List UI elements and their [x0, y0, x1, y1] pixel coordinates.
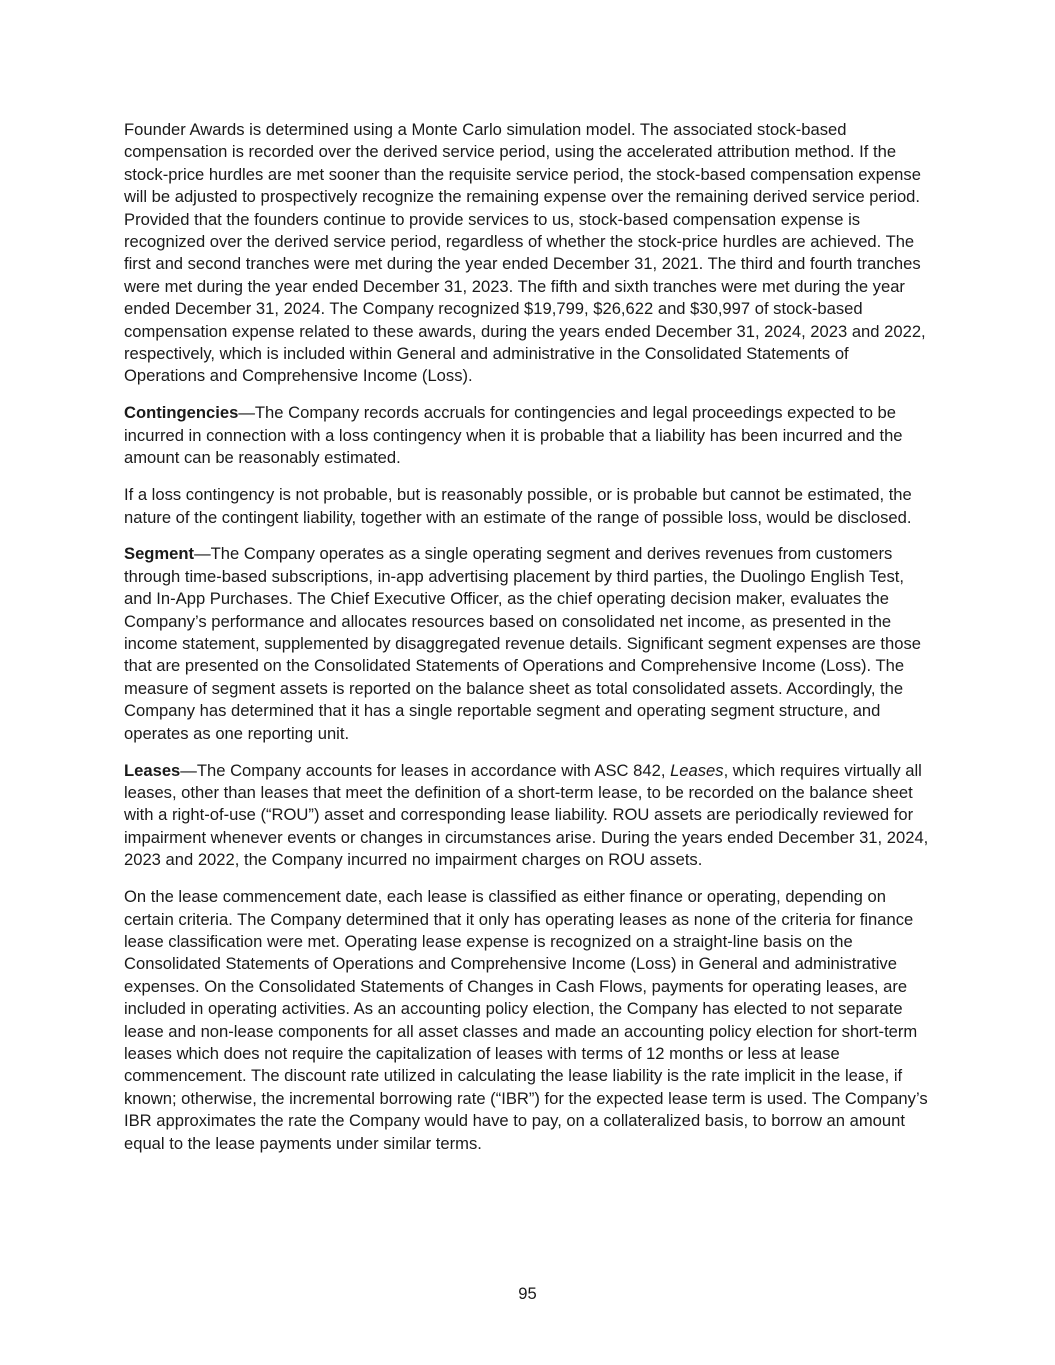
segment-heading: Segment: [124, 544, 195, 564]
founder-awards-text: Founder Awards is determined using a Monte Carlo simulation model. The associated stock-based compensation is recorded over the derived service period, using the accelerated attribution method. If the stock-price hurdles are met sooner than the requisite service period, the stock-based compensation expense will be adjusted to prospectively recognize the remaining expense over the remaining derived service period. Provided that the founders continue to provide services to us, stock-based compensation expense is recognized over the derived service period, regardless of whether the stock-price hurdles are achieved. The first and second tranches were met during the year ended December 31, 2021. The third and fourth tranches were met during the year ended December 31, 2023. The fifth and sixth tranches were met during the year ended December 31, 2024. The Company recognized $19,799, $26,622 and $30,997 of stock-based compensation expense related to these awards, during the years ended December 31, 2024, 2023 and 2022, respectively, which is included within General and administrative in the Consolidated Statements of Operations and Comprehensive Income (Loss).: [124, 120, 926, 386]
paragraph-lease-commencement: [124, 886, 934, 1155]
contingencies-heading: Contingencies: [124, 403, 239, 423]
paragraph-founder-awards: [124, 119, 934, 388]
paragraph-leases: [124, 760, 934, 872]
segment-text: —The Company operates as a single operating segment and derives revenues from customers through time-based subscriptions, in-app advertising placement by third parties, the Duolingo English Test, and In-App Purchases. The Chief Executive Officer, as the chief operating decision maker, evaluates the Company’s performance and allocates resources based on consolidated net income, as presented in the income statement, supplemented by disaggregated revenue details. Significant segment expenses are those that are presented on the Consolidated Statements of Operations and Comprehensive Income (Loss). The measure of segment assets is reported on the balance sheet as total consolidated assets. Accordingly, the Company has determined that it has a single reportable segment and operating segment structure, and operates as one reporting unit.: [124, 544, 921, 743]
paragraph-loss-contingency: [124, 484, 934, 529]
paragraph-contingencies: [124, 402, 934, 469]
page-content: [124, 119, 934, 1169]
leases-text-1: —The Company accounts for leases in accordance with ASC 842,: [180, 760, 671, 780]
page-number: 95: [518, 1284, 537, 1303]
leases-text-2: , which requires virtually all leases, other than leases that meet the definition of a short-term lease, to be recorded on the balance sheet with a right-of-use (“ROU”) asset and corresponding lease liability. ROU assets are periodically reviewed for impairment whenever events or changes in circumstances arise. During the years ended December 31, 2024, 2023 and 2022, the Company incurred no impairment charges on ROU assets.: [124, 760, 929, 870]
leases-heading: Leases: [124, 760, 181, 780]
leases-italic-term: Leases: [670, 760, 724, 780]
paragraph-segment: [124, 543, 934, 745]
lease-commencement-text: On the lease commencement date, each lease is classified as either finance or operating, depending on certain criteria. The Company determined that it only has operating leases as none of the criteria for finance lease classification were met. Operating lease expense is recognized on a straight-line basis on the Consolidated Statements of Operations and Comprehensive Income (Loss) in General and administrative expenses. On the Consolidated Statements of Changes in Cash Flows, payments for operating leases, are included in operating activities. As an accounting policy election, the Company has elected to not separate lease and non-lease components for all asset classes and made an accounting policy election for short-term leases which does not require the capitalization of leases with terms of 12 months or less at lease commencement. The discount rate utilized in calculating the lease liability is the rate implicit in the lease, if known; otherwise, the incremental borrowing rate (“IBR”) for the expected lease term is used. The Company’s IBR approximates the rate the Company would have to pay, on a collateralized basis, to borrow an amount equal to the lease payments under similar terms.: [124, 887, 928, 1153]
loss-contingency-text: If a loss contingency is not probable, but is reasonably possible, or is probable but cannot be estimated, the nature of the contingent liability, together with an estimate of the range of possible loss, would be disclosed.: [124, 485, 912, 527]
contingencies-text: —The Company records accruals for contingencies and legal proceedings expected to be incurred in connection with a loss contingency when it is probable that a liability has been incurred and the amount can be reasonably estimated.: [124, 403, 903, 468]
